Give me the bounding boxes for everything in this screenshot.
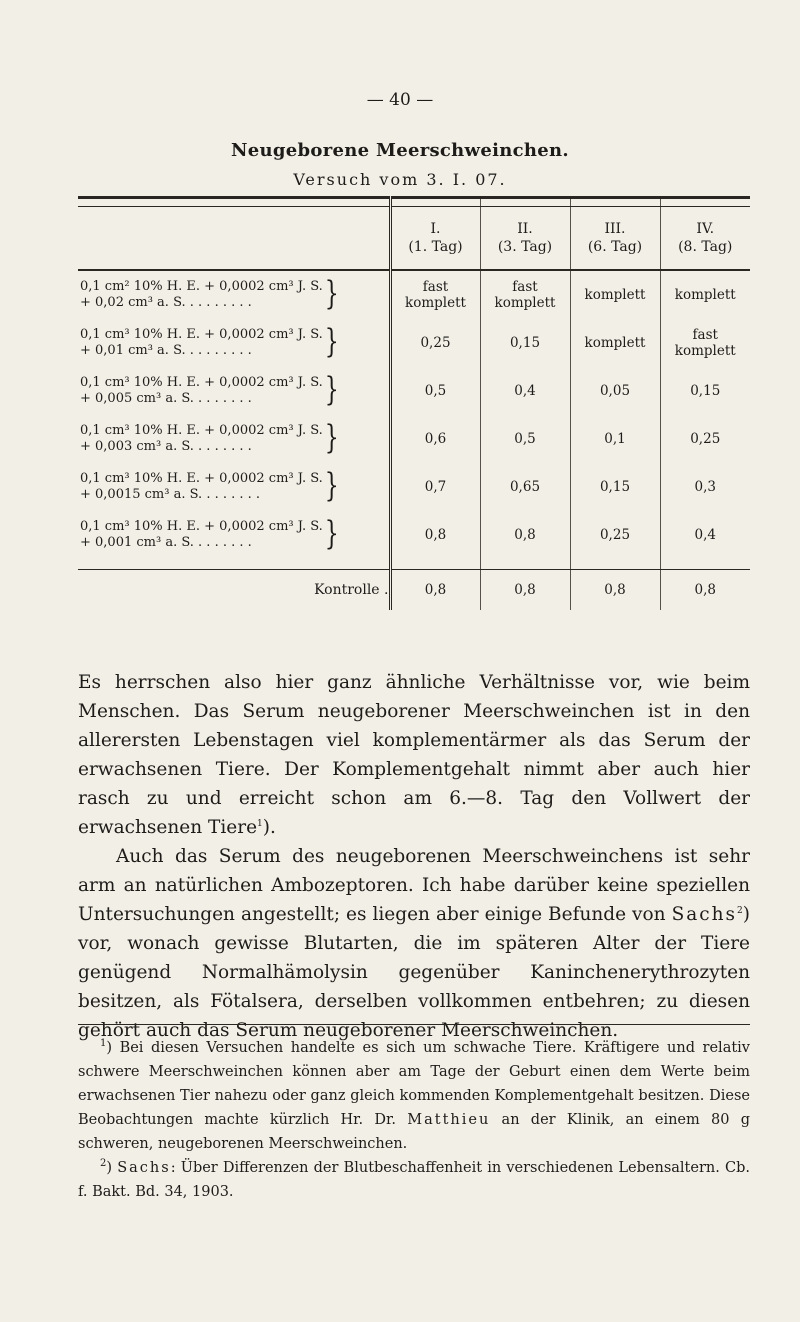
- cell-day-6: 0,15: [570, 463, 660, 511]
- author-name: Sachs: [671, 904, 738, 925]
- footnote-ref: 1: [257, 818, 263, 829]
- author-name: Matthieu: [407, 1112, 491, 1128]
- paragraph: Es herrschen also hier ganz ähnliche Verhältnisse vor, wie beim Menschen. Das Serum neugeborener Meerschweinchen ist in den allerersten Lebenstagen viel komplementärmer als das Serum der erwachsenen Tiere. Der Komplementgehalt nimmt aber auch hier rasch zu und erreicht schon am 6.—8. Tag den Vollwert der erwachsenen Tiere$^1$).: [78, 672, 750, 838]
- control-day-3: 0,8: [480, 570, 570, 611]
- cell-day-8: komplett: [660, 270, 750, 319]
- table-row: [78, 319, 750, 367]
- row-label: 0,1 cm² 10% H. E. + 0,0002 cm³ J. S. + 0,02 cm³ a. S. . . . . . . . . }: [80, 275, 339, 313]
- cell-day-1: 0,8: [390, 511, 480, 559]
- footnote: $^1$) Bei diesen Versuchen handelte es sich um schwache Tiere. Kräftigere und relativ schwere Meerschweinchen können aber am Tage der Geburt einen dem Werte beim erwachsenen Tier nahezu oder ganz gleich kommenden Komplementgehalt besitzen. Diese Beobachtungen machte kürzlich Hr. Dr. Matthieu an der Klinik, an einem 80 g schweren, neugeborenen Meerschweinchen.: [78, 1038, 751, 1152]
- cell-day-3: 0,65: [480, 463, 570, 511]
- control-label: Kontrolle .: [314, 582, 389, 598]
- footnotes: [78, 1036, 750, 1204]
- control-day-8: 0,8: [660, 570, 750, 611]
- experiment-subtitle: Versuch vom 3. I. 07.: [293, 170, 507, 189]
- table-row: [78, 463, 750, 511]
- cell-day-8: 0,3: [660, 463, 750, 511]
- header-col-3: III. (6. Tag): [570, 207, 660, 271]
- footnote-divider: [78, 1024, 750, 1025]
- author-name: Sachs: [117, 1160, 171, 1176]
- header-blank-cell: [78, 207, 390, 271]
- footnote-ref: 2: [737, 905, 743, 916]
- cell-day-3: 0,5: [480, 415, 570, 463]
- row-label: 0,1 cm³ 10% H. E. + 0,0002 cm³ J. S. + 0,0015 cm³ a. S. . . . . . . . }: [80, 467, 339, 505]
- control-day-6: 0,8: [570, 570, 660, 611]
- header-col-4: IV. (8. Tag): [660, 207, 750, 271]
- control-day-1: 0,8: [390, 570, 480, 611]
- table-header-row: [78, 207, 750, 271]
- cell-day-1: 0,6: [390, 415, 480, 463]
- cell-day-8: 0,4: [660, 511, 750, 559]
- header-col-2: II. (3. Tag): [480, 207, 570, 271]
- cell-day-6: 0,1: [570, 415, 660, 463]
- table-top-rule: [78, 198, 750, 207]
- row-label: 0,1 cm³ 10% H. E. + 0,0002 cm³ J. S. + 0,003 cm³ a. S. . . . . . . . }: [80, 419, 339, 457]
- cell-day-3: 0,4: [480, 367, 570, 415]
- section-title: Neugeborene Meerschweinchen.: [231, 140, 569, 161]
- cell-day-1: 0,5: [390, 367, 480, 415]
- complement-table: [78, 196, 750, 610]
- paragraph: Auch das Serum des neugeborenen Meerschweinchens ist sehr arm an natürlichen Ambozeptoren. Ich habe darüber keine speziellen Untersuchungen angestellt; es liegen aber einige Befunde von Sachs$^2$) vor, wonach gewisse Blutarten, die im späteren Alter der Tiere genügend Normalhämolysin gegenüber Kaninchenerythrozyten besitzen, als Fötalsera, derselben vollkommen entbehren; zu diesen gehört auch das Serum neugeborener Meerschweinchen.: [78, 846, 750, 1041]
- body-text: [78, 668, 750, 1045]
- table-row: [78, 270, 750, 319]
- table-row: [78, 415, 750, 463]
- control-row: [78, 570, 750, 611]
- cell-day-8: 0,15: [660, 367, 750, 415]
- cell-day-3: 0,15: [480, 319, 570, 367]
- cell-day-6: 0,25: [570, 511, 660, 559]
- row-label: 0,1 cm³ 10% H. E. + 0,0002 cm³ J. S. + 0,01 cm³ a. S. . . . . . . . . }: [80, 323, 339, 361]
- page-number: — 40 —: [366, 90, 434, 110]
- row-label: 0,1 cm³ 10% H. E. + 0,0002 cm³ J. S. + 0,001 cm³ a. S. . . . . . . . }: [80, 515, 339, 553]
- cell-day-3: 0,8: [480, 511, 570, 559]
- cell-day-8: fast komplett: [660, 319, 750, 367]
- cell-day-8: 0,25: [660, 415, 750, 463]
- row-label: 0,1 cm³ 10% H. E. + 0,0002 cm³ J. S. + 0,005 cm³ a. S. . . . . . . . }: [80, 371, 339, 409]
- footnote: $^2$) Sachs: Über Differenzen der Blutbeschaffenheit in verschiedenen Lebensaltern. Cb. f. Bakt. Bd. 34, 1903.: [78, 1158, 750, 1200]
- cell-day-6: 0,05: [570, 367, 660, 415]
- cell-day-6: komplett: [570, 319, 660, 367]
- cell-day-1: 0,25: [390, 319, 480, 367]
- cell-day-3: fast komplett: [480, 270, 570, 319]
- cell-day-1: 0,7: [390, 463, 480, 511]
- header-col-1: I. (1. Tag): [390, 207, 480, 271]
- table-row: [78, 511, 750, 559]
- table-row: [78, 367, 750, 415]
- cell-day-6: komplett: [570, 270, 660, 319]
- cell-day-1: fast komplett: [390, 270, 480, 319]
- table-divider: [78, 559, 750, 570]
